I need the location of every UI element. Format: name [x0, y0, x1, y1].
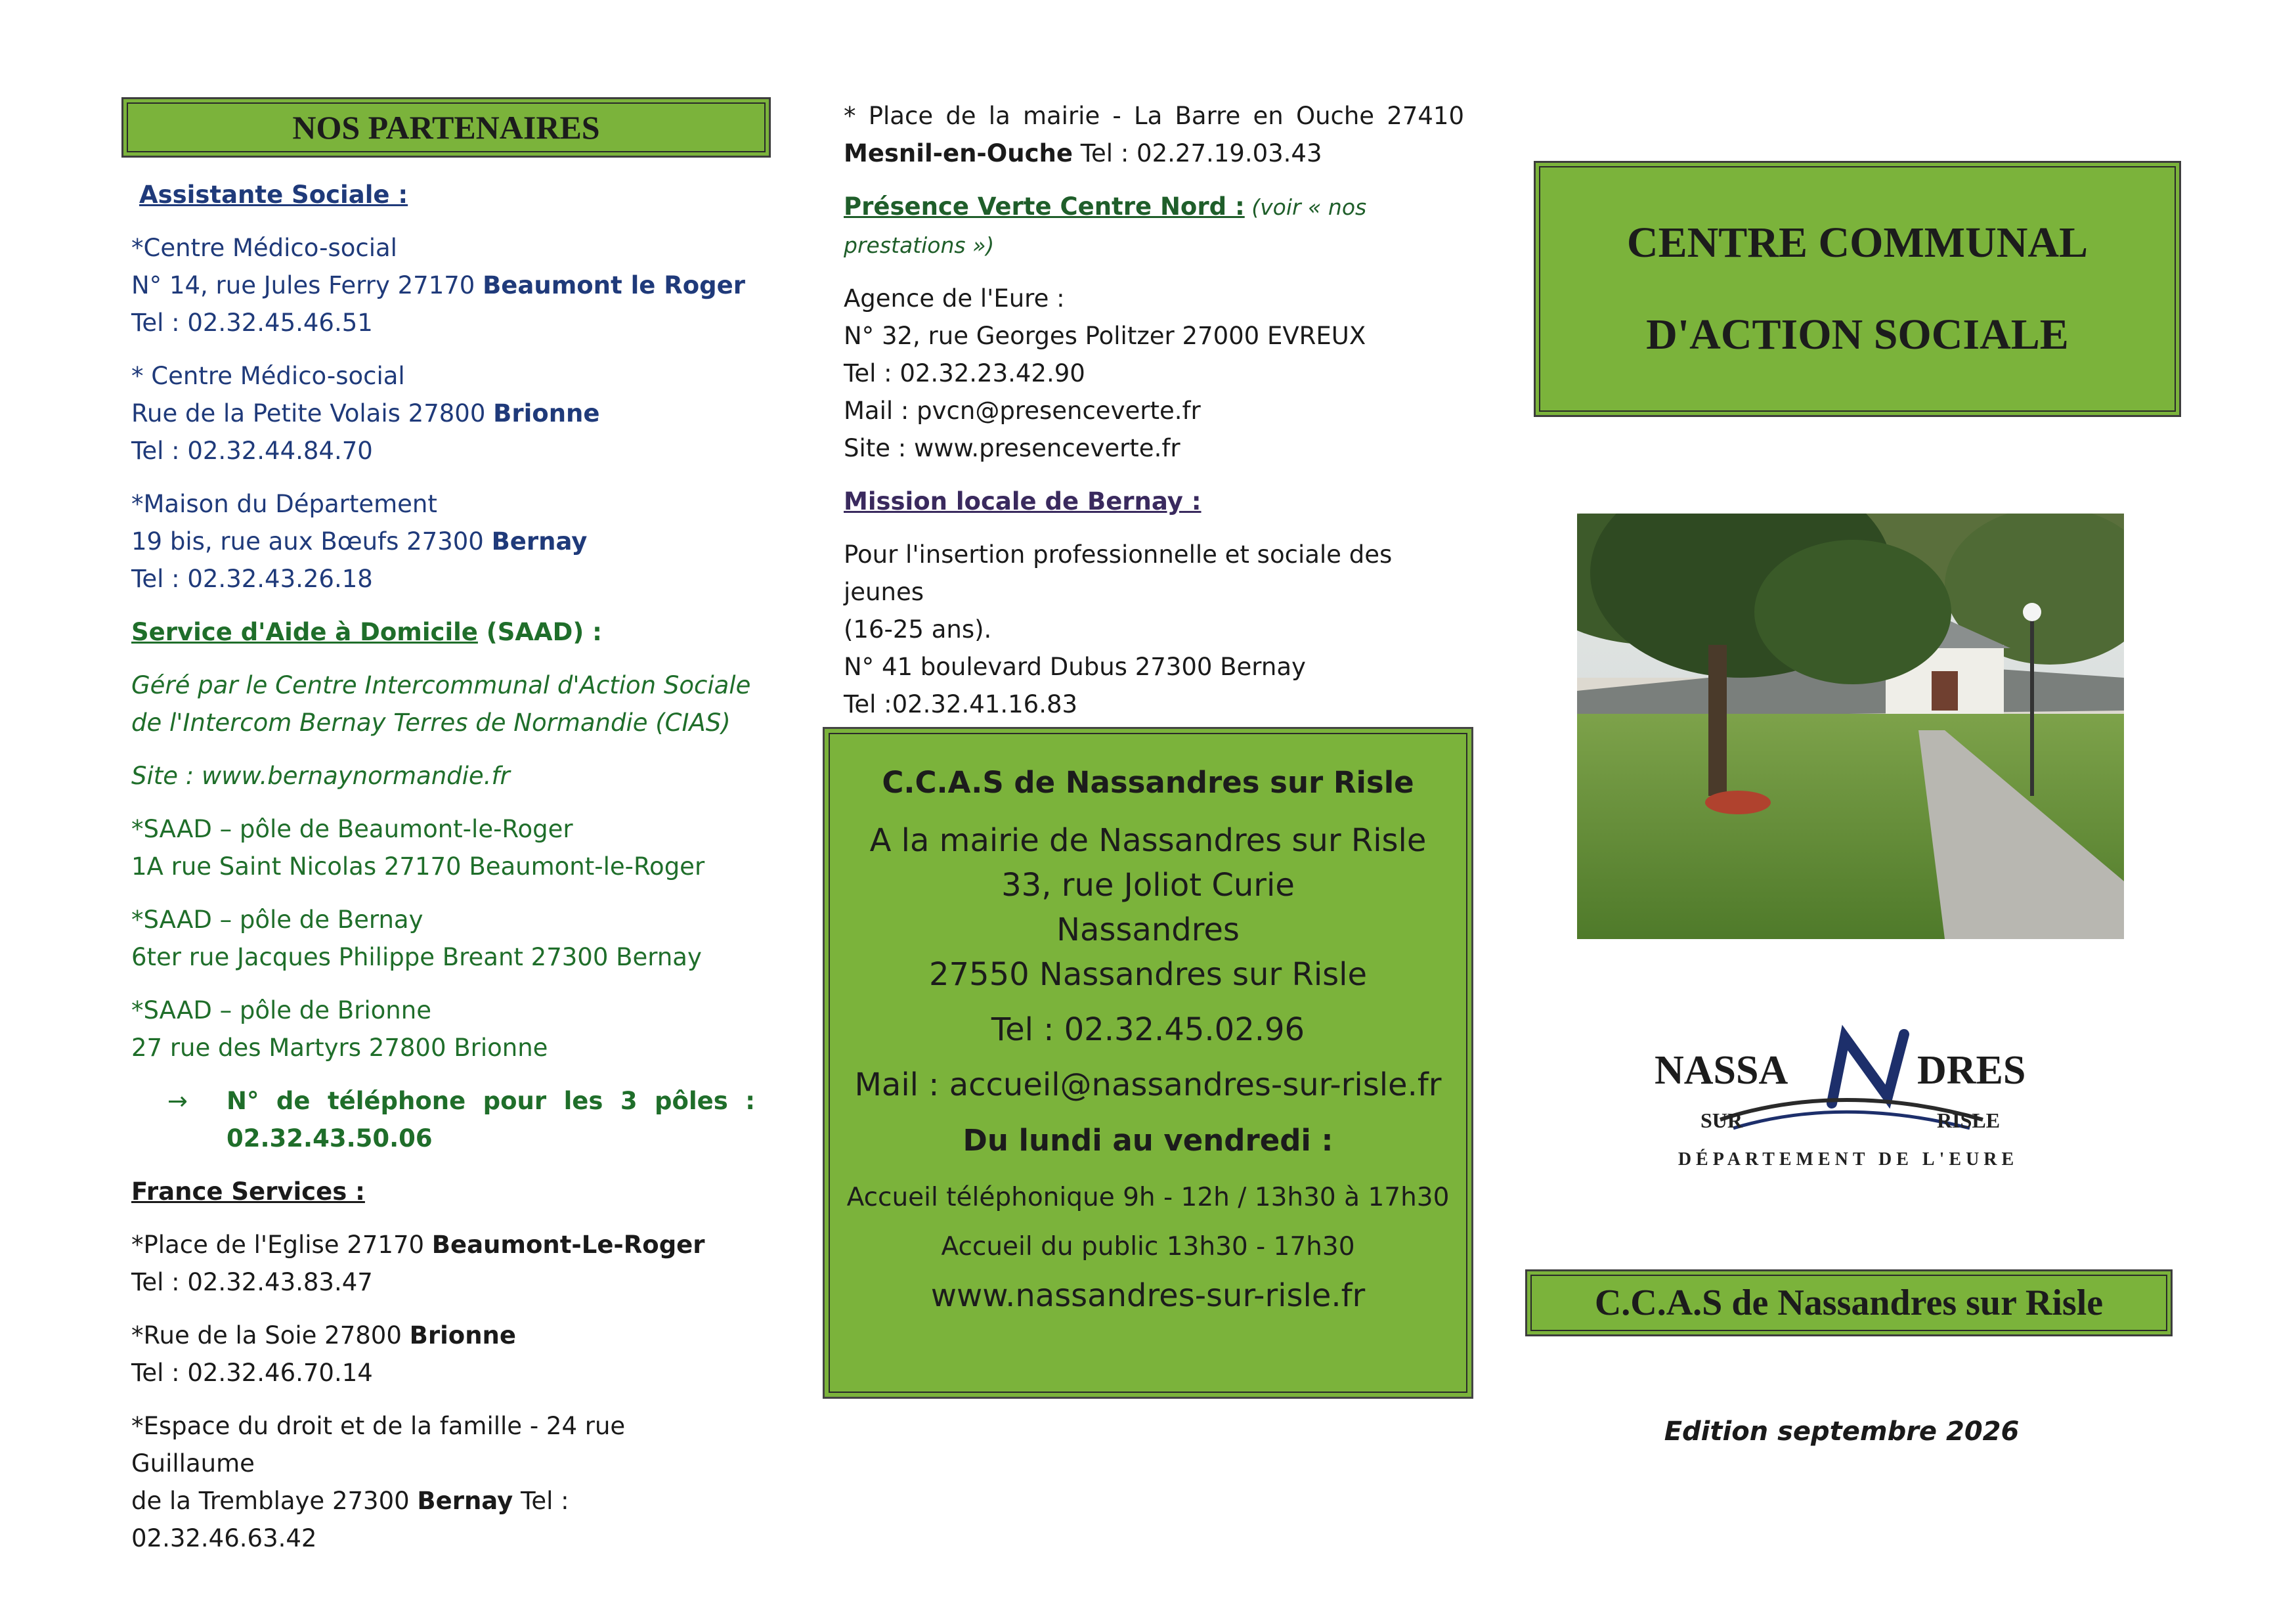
town-hall-photo	[1577, 514, 2124, 939]
barre-address: * Place de la mairie - La Barre en Ouche 27410 Mesnil-en-Ouche Tel : 02.27.19.03.43	[844, 102, 1464, 167]
assistante-heading: Assistante Sociale :	[139, 181, 408, 209]
box-tel: Tel : 02.32.45.02.96	[991, 1011, 1305, 1048]
box-address-3: Nassandres	[1056, 911, 1240, 948]
box-website: www.nassandres-sur-risle.fr	[930, 1277, 1366, 1314]
france-heading: France Services :	[131, 1177, 365, 1206]
box-hours-phone: Accueil téléphonique 9h - 12h / 13h30 à 17h30	[846, 1183, 1450, 1212]
partners-title: NOS PARTENAIRES	[292, 109, 600, 146]
left-column	[131, 176, 755, 1557]
france-item: *Rue de la Soie 27800 Brionne Tel : 02.32.46.70.14	[131, 1321, 516, 1387]
ccas-subtitle: C.C.A.S de Nassandres sur Risle	[1594, 1283, 2104, 1323]
saad-site: Site : www.bernaynormandie.fr	[131, 762, 510, 790]
mission-details: Pour l'insertion professionnelle et sociale des jeunes (16-25 ans). N° 41 boulevard Dubus 27300 Bernay Tel :02.32.41.16.83	[844, 540, 1393, 718]
middle-column	[844, 97, 1464, 760]
box-address-2: 33, rue Joliot Curie	[1001, 867, 1295, 904]
logo-department: DÉPARTEMENT DE L'EURE	[1678, 1149, 2019, 1170]
box-address-1: A la mairie de Nassandres sur Risle	[869, 822, 1427, 859]
assistante-item: *Centre Médico-social N° 14, rue Jules Ferry 27170 Beaumont le Roger Tel : 02.32.45.46.51	[131, 234, 745, 337]
saad-description: Géré par le Centre Intercommunal d'Action Sociale de l'Intercom Bernay Terres de Normandie (CIAS)	[131, 671, 751, 737]
nassandres-logo	[1655, 1024, 2042, 1182]
france-item: *Place de l'Eglise 27170 Beaumont-Le-Roger Tel : 02.32.43.83.47	[131, 1231, 705, 1296]
box-title: C.C.A.S de Nassandres sur Risle	[882, 765, 1414, 800]
ccas-title-line-1: CENTRE COMMUNAL	[1626, 219, 2089, 267]
logo-left: NASSA	[1655, 1048, 1788, 1093]
ccas-contact-box	[823, 727, 1473, 1399]
saad-pole: *SAAD – pôle de Bernay 6ter rue Jacques Philippe Breant 27300 Bernay	[131, 906, 702, 971]
box-mail: Mail : accueil@nassandres-sur-risle.fr	[854, 1066, 1442, 1103]
assistante-item: *Maison du Département 19 bis, rue aux Bœufs 27300 Bernay Tel : 02.32.43.26.18	[131, 490, 588, 593]
logo-risle: RISLE	[1937, 1108, 2001, 1132]
mission-heading: Mission locale de Bernay :	[844, 487, 1202, 516]
box-days: Du lundi au vendredi :	[963, 1123, 1333, 1158]
presence-heading: Présence Verte Centre Nord : (voir « nos prestations »)	[844, 192, 1367, 258]
logo-right: DRES	[1917, 1048, 2026, 1093]
ccas-subtitle-box	[1525, 1269, 2173, 1336]
ccas-title-line-2: D'ACTION SOCIALE	[1646, 311, 2069, 359]
partners-title-box	[121, 97, 771, 158]
ccas-title-box	[1534, 161, 2181, 417]
france-espace: *Espace du droit et de la famille - 24 rue Guillaume de la Tremblaye 27300 Bernay Tel : 02.32.46.63.42	[131, 1412, 626, 1552]
saad-heading: Service d'Aide à Domicile (SAAD) :	[131, 618, 602, 646]
box-address-4: 27550 Nassandres sur Risle	[928, 956, 1368, 993]
arrow-icon: →	[167, 1087, 188, 1115]
box-hours-public: Accueil du public 13h30 - 17h30	[941, 1232, 1355, 1262]
saad-pole: *SAAD – pôle de Brionne 27 rue des Martyrs 27800 Brionne	[131, 996, 548, 1062]
saad-phone: → N° de téléphone pour les 3 pôles : 02.32.43.50.06	[131, 1082, 755, 1157]
assistante-item: * Centre Médico-social Rue de la Petite Volais 27800 Brionne Tel : 02.32.44.84.70	[131, 362, 600, 465]
edition-date: Edition septembre 2026	[1664, 1416, 2020, 1447]
presence-details: Agence de l'Eure : N° 32, rue Georges Politzer 27000 EVREUX Tel : 02.32.23.42.90 Mail : pvcn@presenceverte.fr Site : www.presenceverte.fr	[844, 284, 1366, 462]
logo-sur: SUR	[1700, 1108, 1743, 1132]
saad-pole: *SAAD – pôle de Beaumont-le-Roger 1A rue Saint Nicolas 27170 Beaumont-le-Roger	[131, 815, 705, 881]
